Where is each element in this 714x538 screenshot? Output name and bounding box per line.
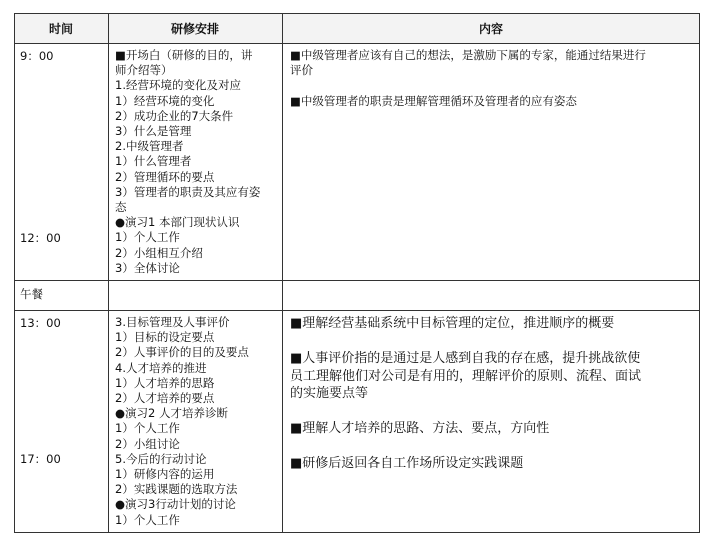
header-divider	[14, 43, 700, 44]
lunch-row-divider	[14, 310, 700, 311]
list-item: 的实施要点等	[290, 386, 369, 401]
list-item: 师介绍等）	[115, 63, 173, 78]
list-item: ●演习2 人才培养诊断	[115, 406, 229, 421]
list-item: 2.中级管理者	[115, 139, 184, 154]
list-item: 1）目标的设定要点	[115, 330, 215, 345]
list-item: 1）经营环境的变化	[115, 93, 215, 108]
header-content: 内容	[478, 22, 503, 36]
list-item: 2）成功企业的7大条件	[115, 108, 234, 123]
list-item: 员工理解他们对公司是有用的，理解评价的原则、流程、面试	[290, 368, 642, 384]
morning-content-list	[290, 48, 695, 109]
list-item: 评价	[290, 63, 313, 78]
list-item: ■中级管理者应该有自己的想法，是激励下属的专家，能通过结果进行	[290, 48, 646, 62]
list-item: 1）研修内容的运用	[115, 467, 215, 482]
lunch-label: 午餐	[20, 287, 43, 301]
list-item: 2）实践课题的选取方法	[115, 482, 238, 497]
list-item: ●演习3行动计划的讨论	[115, 497, 236, 512]
morning-time-start: 9：00	[20, 49, 54, 63]
afternoon-time-end: 17：00	[20, 452, 61, 466]
list-item: ■人事评价指的是通过是人感到自我的存在感，提升挑战欲使	[290, 351, 641, 366]
list-item: ■开场白（研修的目的，讲	[115, 48, 253, 62]
list-item: 3.目标管理及人事评价	[115, 315, 230, 329]
morning-schedule-list	[115, 48, 281, 276]
list-item	[290, 78, 695, 93]
header-time: 时间	[48, 22, 73, 36]
list-item: 5.今后的行动讨论	[115, 451, 207, 466]
schedule-table	[14, 13, 700, 533]
list-item	[290, 403, 695, 421]
list-item: 2）人才培养的要点	[115, 391, 215, 406]
column-divider-2	[282, 13, 283, 533]
table-border-right	[699, 13, 700, 533]
table-border-top	[14, 13, 700, 14]
list-item: 3）什么是管理	[115, 124, 192, 139]
list-item: 1）个人工作	[115, 512, 180, 527]
afternoon-schedule-list	[115, 315, 281, 528]
list-item: ■理解人才培养的思路、方法、要点，方向性	[290, 421, 550, 436]
afternoon-time-start: 13：00	[20, 316, 61, 330]
table-border-bottom	[14, 532, 700, 533]
list-item: 2）小组相互介绍	[115, 245, 203, 260]
list-item: 2）小组讨论	[115, 436, 180, 451]
list-item: 1.经营环境的变化及对应	[115, 78, 241, 93]
list-item	[290, 333, 695, 351]
list-item: 1）个人工作	[115, 230, 180, 245]
list-item	[290, 438, 695, 456]
morning-row-divider	[14, 280, 700, 281]
column-divider-1	[108, 13, 109, 533]
afternoon-content-list	[290, 315, 695, 473]
list-item: 1）个人工作	[115, 421, 180, 436]
header-schedule: 研修安排	[170, 22, 219, 36]
list-item: ■研修后返回各自工作场所设定实践课题	[290, 456, 524, 471]
list-item: 1）人才培养的思路	[115, 375, 215, 390]
morning-time-end: 12：00	[20, 231, 61, 245]
list-item: 3）全体讨论	[115, 260, 180, 275]
list-item: 态	[115, 200, 127, 215]
list-item: 2）管理循环的要点	[115, 169, 215, 184]
list-item: 3）管理者的职责及其应有姿	[115, 184, 261, 199]
list-item: ●演习1 本部门现状认识	[115, 215, 240, 230]
list-item: ■中级管理者的职责是理解管理循环及管理者的应有姿态	[290, 93, 577, 108]
list-item: 4.人才培养的推进	[115, 360, 207, 375]
table-border-left	[14, 13, 15, 533]
list-item: 2）人事评价的目的及要点	[115, 345, 249, 360]
list-item: ■理解经营基础系统中目标管理的定位，推进顺序的概要	[290, 316, 615, 331]
list-item: 1）什么管理者	[115, 154, 192, 169]
